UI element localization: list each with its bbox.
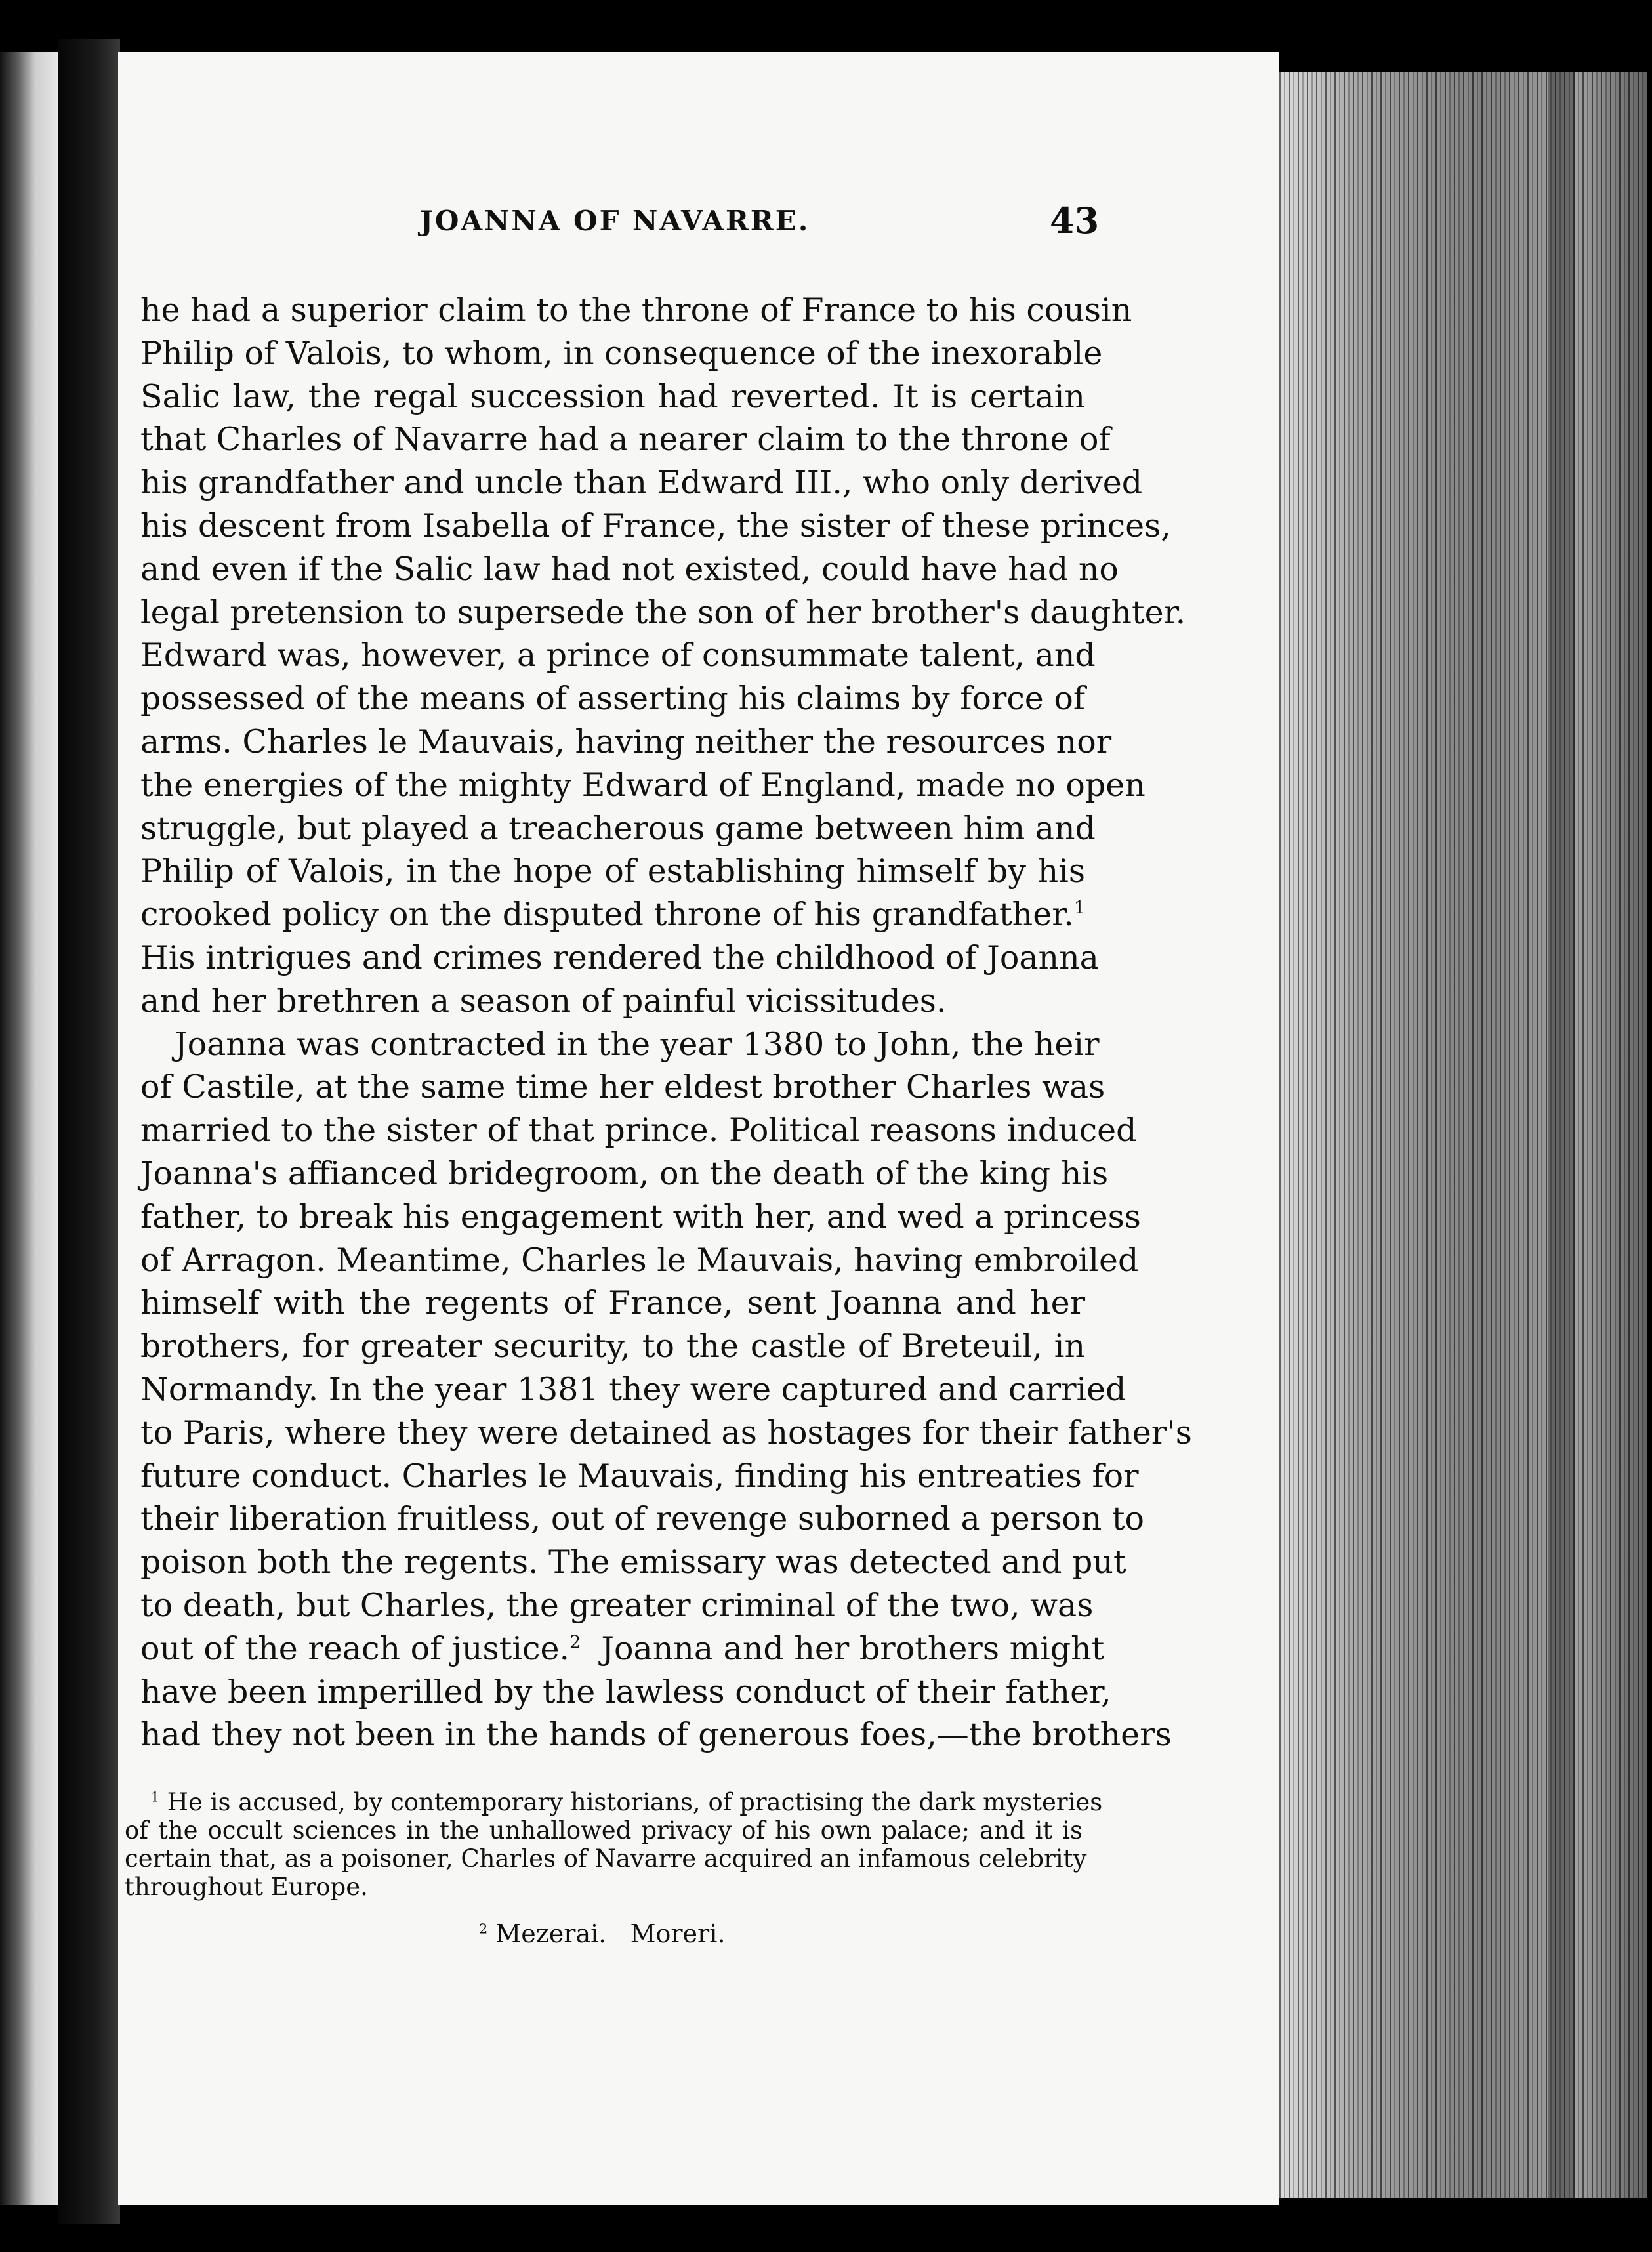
text-line: Edward was, however, a prince of consummate talent, and bbox=[140, 636, 1096, 675]
text-line: poison both the regents. The emissary was detected and put bbox=[140, 1543, 1126, 1581]
footnotes bbox=[125, 1788, 1103, 1901]
text-line: he had a superior claim to the throne of France to his cousin bbox=[140, 291, 1132, 329]
text-line-with-footnote-ref bbox=[140, 1627, 1105, 1671]
footnote-ref-2: 2 bbox=[569, 1632, 581, 1653]
text-line-with-footnote-ref bbox=[140, 893, 1085, 936]
text-line: father, to break his engagement with her, and wed a princess bbox=[140, 1198, 1141, 1236]
text-line: their liberation fruitless, out of revenge suborned a person to bbox=[140, 1500, 1145, 1538]
footnote-2-text: Mezerai. Moreri. bbox=[495, 1919, 726, 1948]
footnote-1-line: certain that, as a poisoner, Charles of Navarre acquired an infamous celebrity bbox=[125, 1845, 1087, 1873]
text-line: his grandfather and uncle than Edward III., who only derived bbox=[140, 464, 1143, 502]
footnote-1-marker: 1 bbox=[151, 1789, 159, 1805]
text-line: of Arragon. Meantime, Charles le Mauvais, having embroiled bbox=[140, 1241, 1139, 1279]
page-number: 43 bbox=[1050, 199, 1100, 241]
text-line: Philip of Valois, in the hope of establishing himself by his bbox=[140, 852, 1085, 890]
text-line: married to the sister of that prince. Political reasons induced bbox=[140, 1112, 1137, 1150]
adjacent-page-edge bbox=[0, 52, 59, 2205]
text-line: Normandy. In the year 1381 they were captured and carried bbox=[140, 1370, 1126, 1408]
text-line: of Castile, at the same time her eldest brother Charles was bbox=[140, 1068, 1105, 1106]
text-line: struggle, but played a treacherous game between him and bbox=[140, 809, 1096, 847]
text-line-tail: Joanna and her brothers might bbox=[581, 1629, 1105, 1667]
footnote-1-line: of the occult sciences in the unhallowed privacy of his own palace; and it is bbox=[125, 1816, 1083, 1845]
text-line: Joanna was contracted in the year 1380 to John, the heir bbox=[175, 1025, 1100, 1063]
text-line: legal pretension to supersede the son of her brother's daughter. bbox=[140, 593, 1186, 631]
running-head bbox=[420, 199, 1142, 257]
text-line-content: out of the reach of justice. bbox=[140, 1629, 570, 1667]
text-line: future conduct. Charles le Mauvais, finding his entreaties for bbox=[140, 1457, 1139, 1495]
footnote-text: He is accused, by contemporary historians, of practising the dark mysteries bbox=[167, 1788, 1103, 1816]
footnote-2 bbox=[479, 1919, 725, 1948]
running-title: JOANNA OF NAVARRE. bbox=[420, 205, 810, 237]
binding-gutter bbox=[58, 39, 120, 2224]
text-line: and even if the Salic law had not existed, could have had no bbox=[140, 550, 1119, 588]
text-line: to death, but Charles, the greater criminal of the two, was bbox=[140, 1586, 1094, 1624]
text-line: had they not been in the hands of generous foes,—the brothers bbox=[140, 1716, 1172, 1754]
footnote-ref-1: 1 bbox=[1073, 898, 1085, 919]
footnote-2-marker: 2 bbox=[479, 1921, 488, 1937]
text-line: arms. Charles le Mauvais, having neither the resources nor bbox=[140, 722, 1112, 761]
text-line: have been imperilled by the lawless conduct of their father, bbox=[140, 1673, 1111, 1711]
page-edge-shadow bbox=[1548, 72, 1575, 2198]
footnote-1-line bbox=[125, 1788, 1103, 1816]
text-line: that Charles of Navarre had a nearer claim to the throne of bbox=[140, 421, 1111, 459]
text-line: Salic law, the regal succession had reverted. It is certain bbox=[140, 377, 1085, 415]
text-line: himself with the regents of France, sent Joanna and her bbox=[140, 1284, 1085, 1322]
text-line: His intrigues and crimes rendered the childhood of Joanna bbox=[140, 938, 1099, 976]
text-line: his descent from Isabella of France, the sister of these princes, bbox=[140, 507, 1171, 545]
book-page-edges bbox=[1279, 72, 1647, 2198]
text-line: and her brethren a season of painful vicissitudes. bbox=[140, 982, 947, 1020]
text-line: the energies of the mighty Edward of England, made no open bbox=[140, 766, 1146, 804]
text-line: Joanna's affianced bridegroom, on the death of the king his bbox=[140, 1154, 1109, 1192]
text-line: possessed of the means of asserting his claims by force of bbox=[140, 680, 1085, 718]
body-text bbox=[140, 289, 1192, 1757]
text-line-content: crooked policy on the disputed throne of his grandfather. bbox=[140, 896, 1074, 934]
text-line: brothers, for greater security, to the castle of Breteuil, in bbox=[140, 1327, 1085, 1366]
text-line: to Paris, where they were detained as hostages for their father's bbox=[140, 1413, 1192, 1451]
text-line: Philip of Valois, to whom, in consequence of the inexorable bbox=[140, 334, 1103, 372]
footnote-1-line: throughout Europe. bbox=[125, 1873, 368, 1901]
